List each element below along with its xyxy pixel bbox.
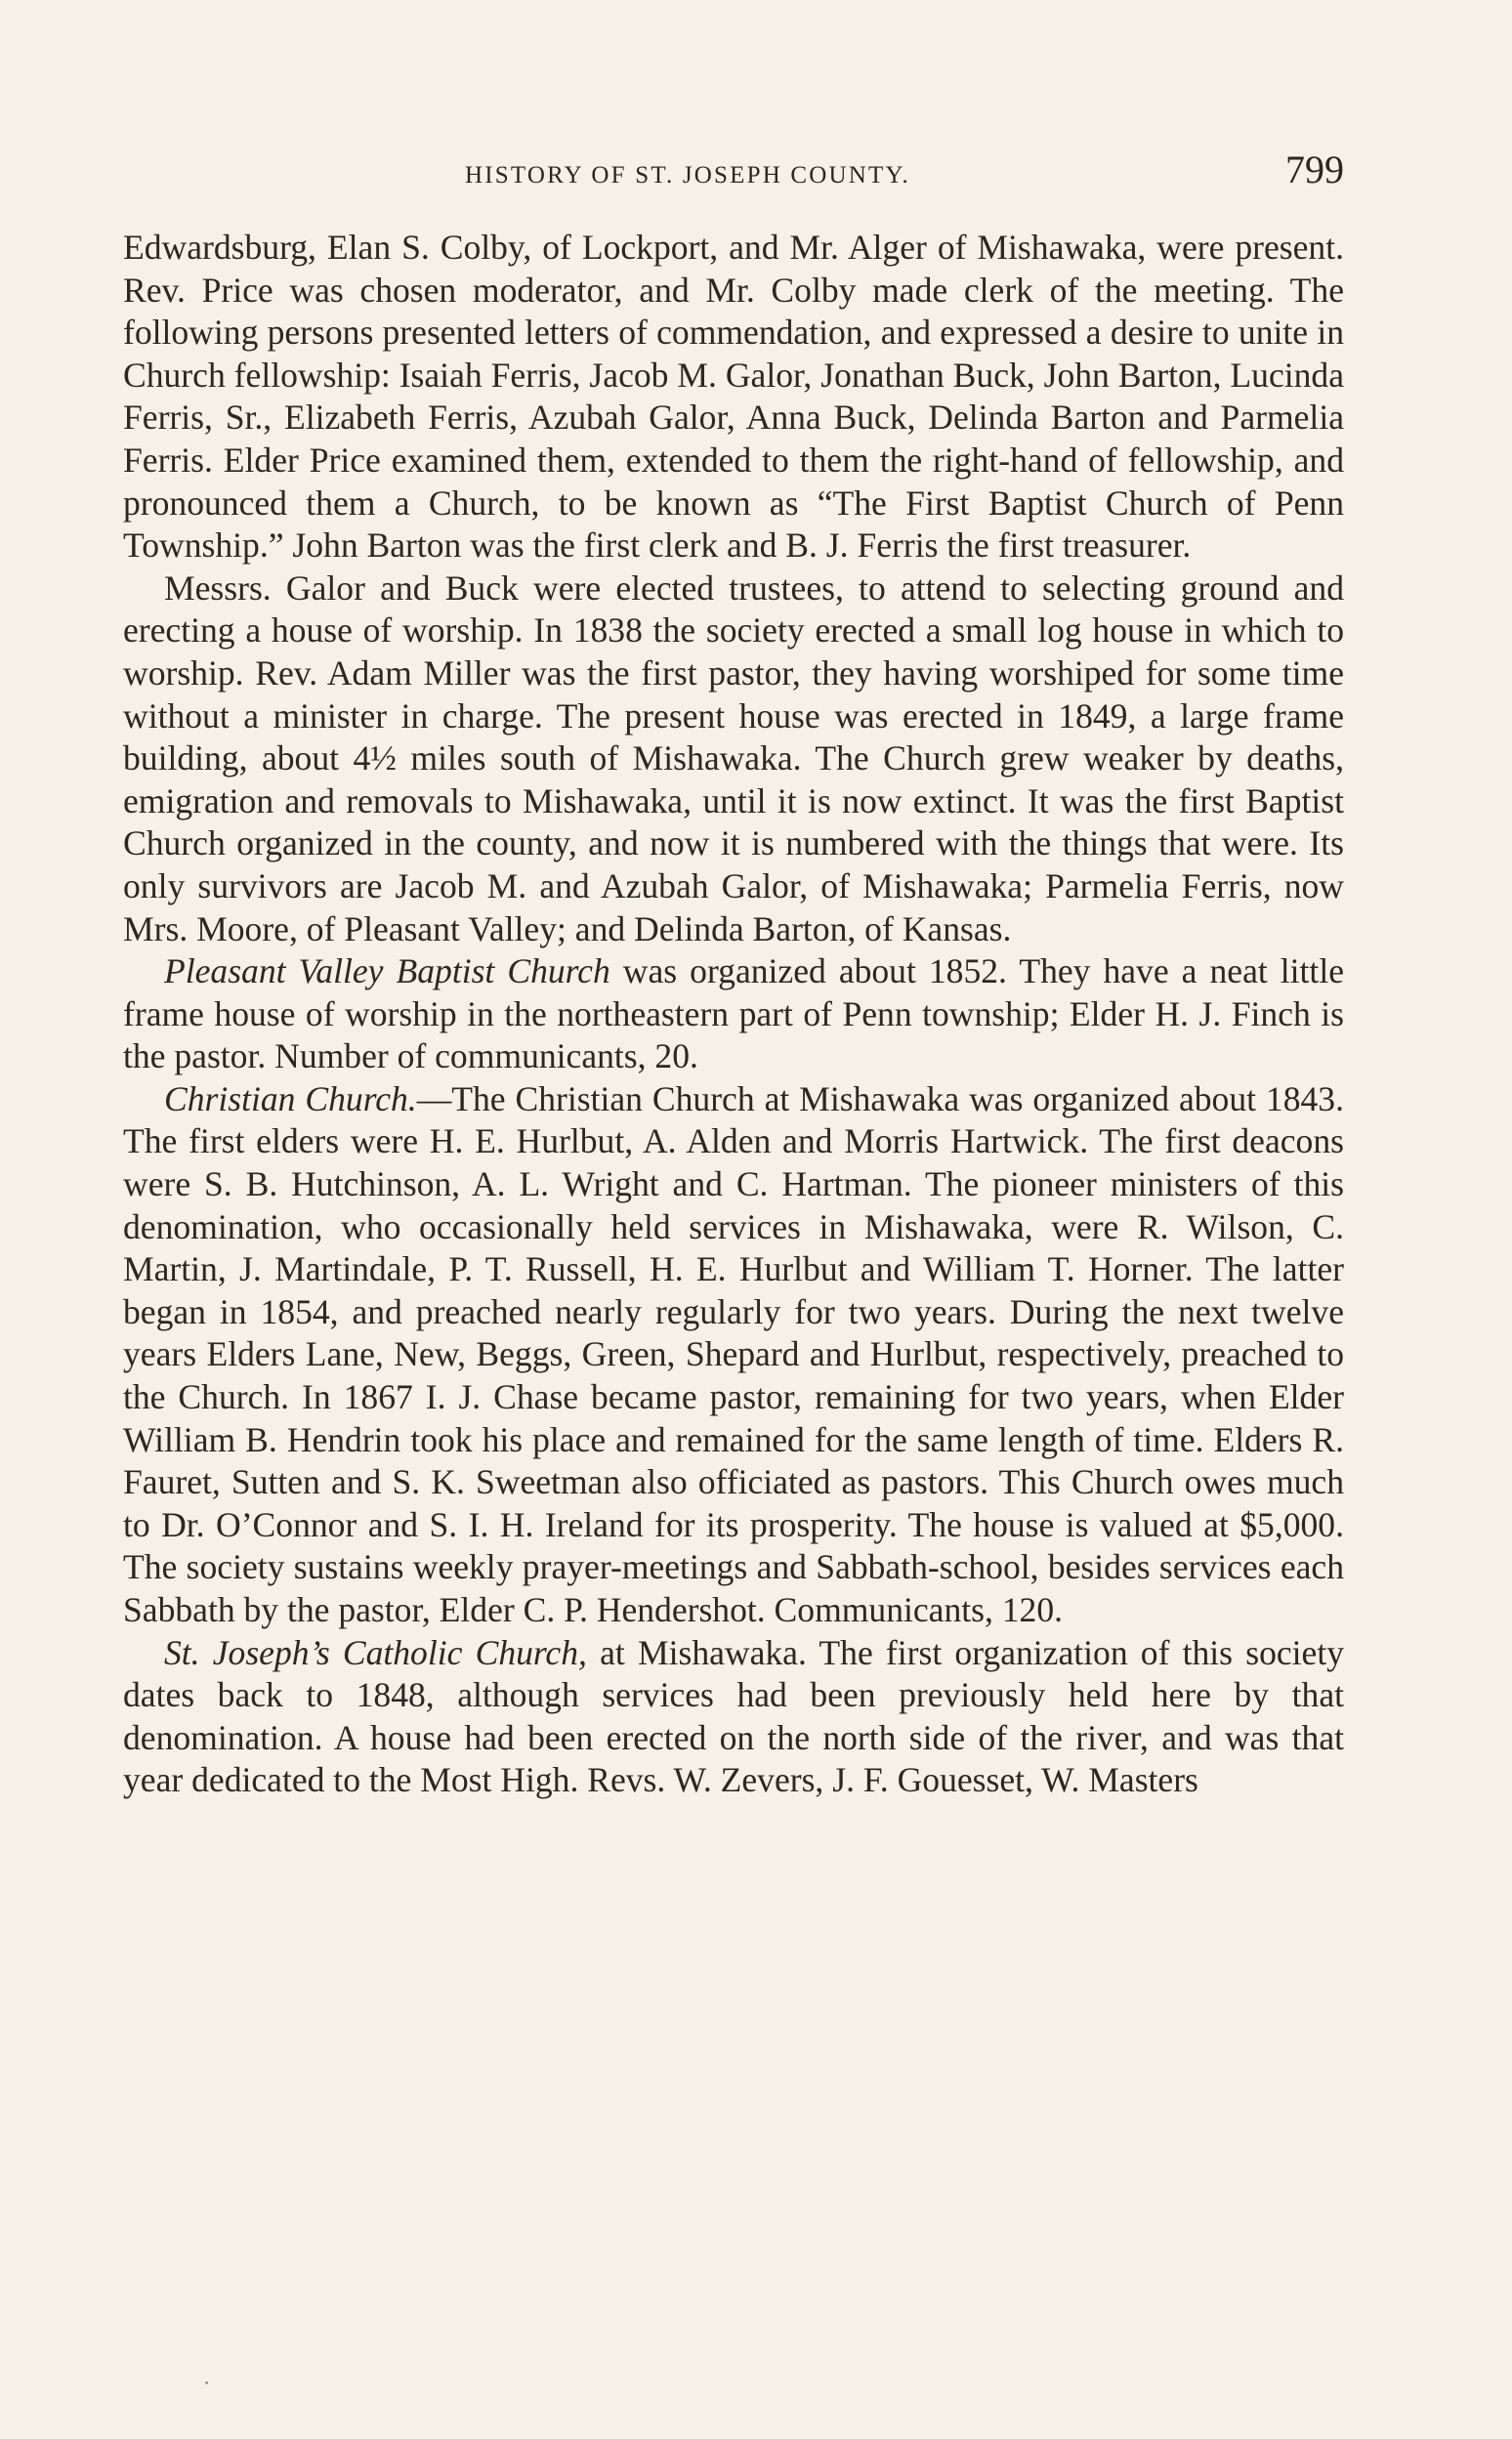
paper-speck	[205, 2381, 208, 2384]
section-lead-italic: St. Joseph’s Catholic Church,	[164, 1632, 587, 1672]
paragraph-st-josephs	[123, 1632, 1344, 1802]
paragraph-text: Edwardsburg, Elan S. Colby, of Lockport, and Mr. Alger of Mishawaka, were present. Rev. Price was chosen moderator, and Mr. Colby made clerk of the meeting. The following persons presented letters of commendation, and expressed a desire to unite in Church fellowship: Isaiah Ferris, Jacob M. Galor, Jonathan Buck, John Barton, Lucinda Ferris, Sr., Elizabeth Ferris, Azubah Galor, Anna Buck, Delinda Barton and Parmelia Ferris. Elder Price examined them, extended to them the right-hand of fellowship, and pronounced them a Church, to be known as “The First Baptist Church of Penn Township.” John Barton was the first clerk and B. J. Ferris the first treasurer.	[123, 228, 1344, 566]
page-number: 799	[1285, 147, 1344, 191]
paragraph-pleasant-valley	[123, 950, 1344, 1078]
paragraph-christian-church	[123, 1078, 1344, 1632]
paragraph-text: was organized about 1852. They have a neat little frame house of worship in the northeastern part of Penn township; Elder H. J. Finch is the pastor. Number of communicants, 20.	[123, 951, 1344, 1076]
paragraph-church-founding	[123, 227, 1344, 568]
section-lead-italic: Pleasant Valley Baptist Church	[164, 951, 610, 991]
paragraph-text: Messrs. Galor and Buck were elected trustees, to attend to selecting ground and erecting a house of worship. In 1838 the society erected a small log house in which to worship. Rev. Adam Miller was the first pastor, they having worshiped for some time without a minister in charge. The present house was erected in 1849, a large frame building, about 4½ miles south of Mishawaka. The Church grew weaker by deaths, emigration and removals to Mishawaka, until it is now extinct. It was the first Baptist Church organized in the county, and now it is numbered with the things that were. Its only survivors are Jacob M. and Azubah Galor, of Mishawaka; Parmelia Ferris, now Mrs. Moore, of Pleasant Valley; and Delinda Barton, of Kansas.	[123, 568, 1344, 948]
page-header	[123, 147, 1344, 205]
body-text	[123, 227, 1344, 1802]
paragraph-house-of-worship	[123, 568, 1344, 950]
running-head: HISTORY OF ST. JOSEPH COUNTY.	[465, 162, 911, 189]
section-lead-italic: Christian Church.	[164, 1078, 417, 1118]
paragraph-text: at Mishawaka. The first organization of this society dates back to 1848, although services had been previously held here by that denomination. A house had been erected on the north side of the river, and was that year dedicated to the Most High. Revs. W. Zevers, J. F. Gouesset, W. Masters	[123, 1632, 1344, 1800]
paragraph-text: —The Christian Church at Mishawaka was organized about 1843. The first elders were H. E. Hurlbut, A. Alden and Morris Hartwick. The first deacons were S. B. Hutchinson, A. L. Wright and C. Hartman. The pioneer ministers of this denomination, who occasionally held services in Mishawaka, were R. Wilson, C. Martin, J. Martindale, P. T. Russell, H. E. Hurlbut and William T. Horner. The latter began in 1854, and preached nearly regularly for two years. During the next twelve years Elders Lane, New, Beggs, Green, Shepard and Hurlbut, respectively, preached to the Church. In 1867 I. J. Chase became pastor, remaining for two years, when Elder William B. Hendrin took his place and remained for the same length of time. Elders R. Fauret, Sutten and S. K. Sweetman also officiated as pastors. This Church owes much to Dr. O’Connor and S. I. H. Ireland for its prosperity. The house is valued at $5,000. The society sustains weekly prayer-meetings and Sabbath-school, besides services each Sabbath by the pastor, Elder C. P. Hendershot. Communicants, 120.	[123, 1078, 1344, 1629]
